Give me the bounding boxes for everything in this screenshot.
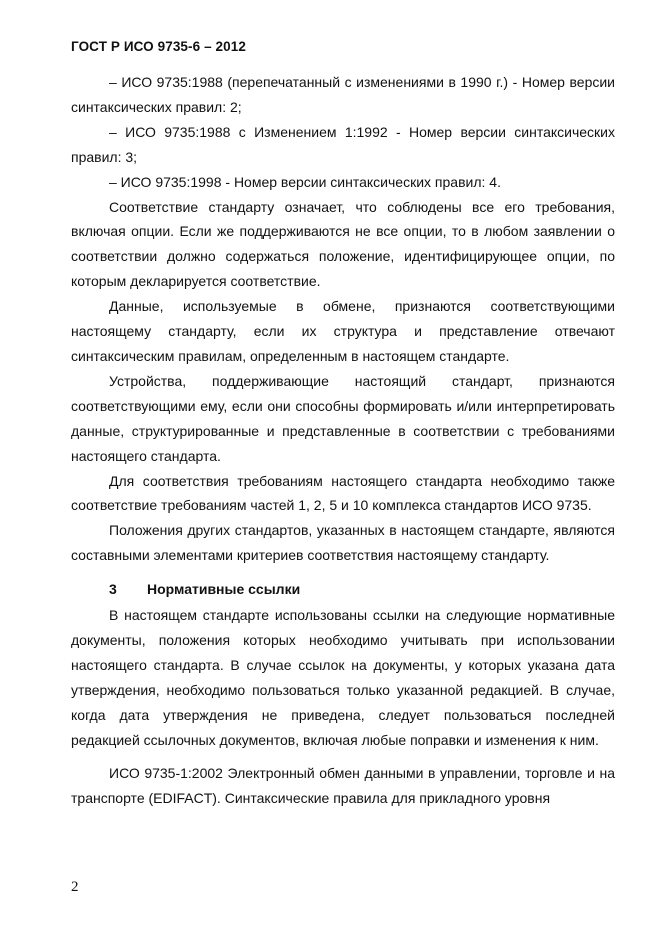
section-number: 3 [109, 581, 117, 598]
version-item-1988: – ИСО 9735:1988 (перепечатанный с изменениями в 1990 г.) - Номер версии синтаксических правил: 2; [71, 74, 615, 115]
section-heading [71, 577, 615, 602]
paragraph-devices-conformance: Устройства, поддерживающие настоящий стандарт, признаются соответствующими ему, если они способны формировать и/или интерпретировать данные, структурированные и представленные в соответствии с требованиями настоящего стандарта. [71, 372, 615, 464]
paragraph-other-standards: Положения других стандартов, указанных в настоящем стандарте, являются составными элементами критериев соответствия настоящему стандарту. [71, 522, 615, 564]
paragraph-conformance: Соответствие стандарту означает, что соблюдены все его требования, включая опции. Если же поддерживаются не все опции, то в любом заявлении о соответствии должно содержаться положение, идентифицирующее опции, по которым декларируется соответствие. [71, 198, 615, 290]
version-item-1998: – ИСО 9735:1998 - Номер версии синтаксических правил: 4. [109, 173, 501, 190]
section-title: Нормативные ссылки [147, 581, 301, 598]
version-item-1988-amendment: – ИСО 9735:1988 с Изменением 1:1992 - Номер версии синтаксических правил: 3; [71, 123, 615, 165]
document-header: ГОСТ Р ИСО 9735-6 – 2012 [71, 39, 246, 54]
paragraph-data-conformance: Данные, используемые в обмене, признаются соответствующими настоящему стандарту, если их структура и представление отвечают синтаксическим правилам, определенным в настоящем стандарте. [71, 298, 615, 364]
page-body [71, 70, 615, 811]
page-number: 2 [71, 879, 79, 895]
normative-reference-item: ИСО 9735-1:2002 Электронный обмен данными в управлении, торговле и на транспорте (EDIFACT). Синтаксические правила для прикладного уровня [71, 765, 615, 807]
section-intro-paragraph: В настоящем стандарте использованы ссылки на следующие нормативные документы, положения которых необходимо учитывать при использовании настоящего стандарта. В случае ссылок на документы, у которых указана дата утверждения, необходимо пользоваться только указанной редакцией. В случае, когда дата утверждения не приведена, следует пользоваться последней редакцией ссылочных документов, включая любые поправки и изменения к ним. [71, 607, 615, 748]
paragraph-parts-conformance: Для соответствия требованиям настоящего стандарта необходимо также соответствие требованиям частей 1, 2, 5 и 10 комплекса стандартов ИСО 9735. [71, 472, 615, 514]
